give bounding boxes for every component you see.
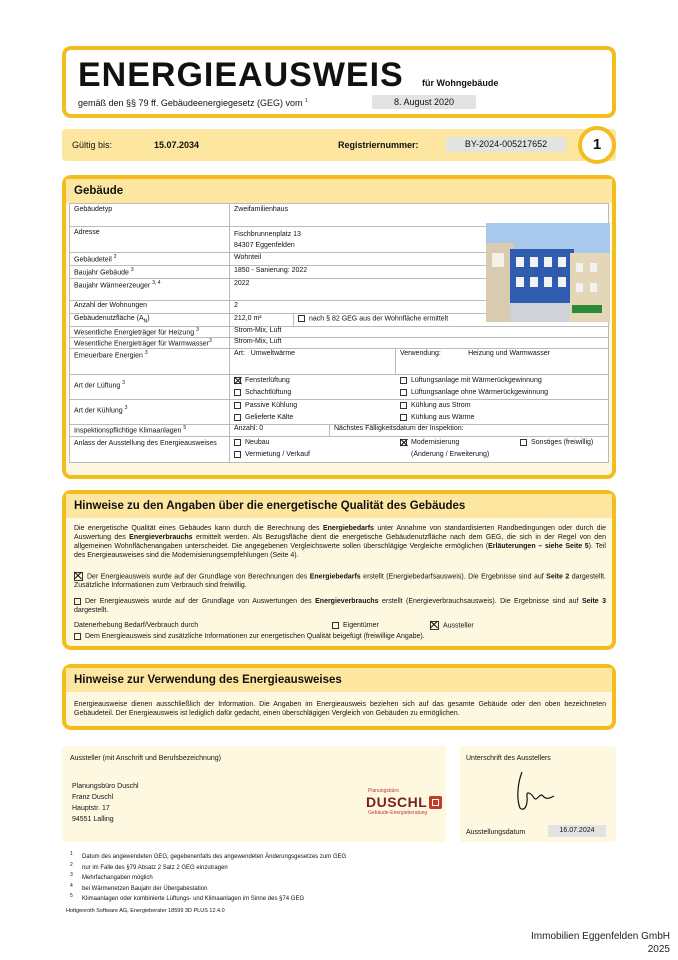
- registration-number: BY-2024-005217652: [446, 137, 566, 152]
- building-type: Zweifamilienhaus: [234, 206, 289, 213]
- ac-count: Anzahl: 0: [230, 425, 330, 436]
- additional-info-checkbox[interactable]: [74, 633, 81, 640]
- renewable-type: Umweltwärme: [250, 350, 296, 357]
- validity-bar: Gültig bis: 15.07.2034 Registriernummer: BY-2024-005217652 1: [62, 129, 616, 161]
- reason-new-checkbox[interactable]: [234, 439, 241, 446]
- owner-checkbox[interactable]: [332, 622, 339, 629]
- reason-other-checkbox[interactable]: [520, 439, 527, 446]
- heater-year: 2022: [234, 280, 250, 287]
- warmwater-carrier: Strom-Mix, Luft: [234, 338, 282, 345]
- building-table: Gebäudetyp Zweifamilienhaus Adresse Fischbrunnenplatz 13 84307 Eggenfelden Gebäudeteil $^2$ Wohnteil Baujahr Gebäude $^3$ 1850 - Sanierung: 2022 Baujahr Wärmeerzeuger $^{3, 4}$ 2022 Anzahl der Wohnungen 2 Gebäudenutzfläche $(A_N)$ 212,0 m² nach § 82 GEG aus der Wohnfläche ermittelt Wesentliche Energieträger für Heizung $^3$ Strom-Mix, Luft Wesentliche Energieträger für Warmwasser$^3$ Strom-Mix, Luft Erneuerbare Energien $^3$ Art: Umweltwärme Verwendung: Heizung und Warmwasser Art der Lüftung $^3$ Fensterlüftung Schachtlüftung Lüftungsanlage mit Wärmerückgewinnung Lüftungsanlage ohne Wärmerückgewinnung Art der Kühlung $^3$ Passive Kühlung Gelieferte Kälte Kühlung aus Strom Kühlung aus Wärme Inspektionspflichtige Klimaanlagen $^5$ Anzahl: 0 Nächstes Fälligkeitsdatum der Inspektion: Anlass der Ausstellung des Energieausweises Neubau Vermietung / Verkauf Modernisierung (Änderung / Erweiterung) Sonstiges (freiwillig): [69, 203, 609, 463]
- reason-modernization-checkbox[interactable]: [400, 439, 407, 446]
- building-part: Wohnteil: [234, 254, 262, 261]
- vent-shaft-checkbox[interactable]: [234, 389, 241, 396]
- issuer-box: Aussteller (mit Anschrift und Berufsbezeichnung) Planungsbüro Duschl Franz Duschl Hauptstr. 17 94551 Lalling Planungsbüro DUSCHL Gebäude-Energieberatung: [62, 746, 446, 842]
- issuer-checkbox[interactable]: [430, 621, 439, 630]
- address-city: 84307 Eggenfelden: [234, 242, 295, 249]
- heating-carrier: Strom-Mix, Luft: [234, 327, 282, 334]
- vent-recovery-checkbox[interactable]: [400, 377, 407, 384]
- page-number-badge: 1: [578, 126, 616, 164]
- house-logo-icon: [429, 796, 442, 809]
- software-credit: Hottgenroth Software AG, Energieberater 18599 3D PLUS 12.4.0: [66, 908, 225, 914]
- cool-heat-checkbox[interactable]: [400, 414, 407, 421]
- renewable-use: Heizung und Warmwasser: [468, 350, 550, 357]
- signature-image: [510, 768, 560, 814]
- usage-title: Hinweise zur Verwendung des Energieausweises: [66, 668, 612, 692]
- building-photo: [486, 223, 610, 322]
- hints-title: Hinweise zu den Angaben über die energetische Qualität des Gebäudes: [66, 494, 612, 518]
- consumption-certificate-checkbox[interactable]: [74, 598, 81, 605]
- building-section: [62, 175, 616, 479]
- cool-delivered-checkbox[interactable]: [234, 414, 241, 421]
- header-frame: ENERGIEAUSWEIS für Wohngebäude gemäß den §§ 79 ff. Gebäudeenergiegesetz (GEG) vom $^1$ 8. August 2020: [62, 46, 616, 118]
- law-date: 8. August 2020: [372, 95, 476, 109]
- usage-text: Energieausweise dienen ausschließlich der Information. Die Angaben im Energieausweis beziehen sich auf das gesamte Gebäude oder den oben bezeichneten Gebäudeteil. Der Energieausweis ist lediglich dafür gedacht, einen überschlägigen Vergleich von Gebäuden zu ermöglichen.: [74, 701, 606, 717]
- footnotes: $^1$ Datum des angewendeten GEG, gegebenenfalls des angewendeten Änderungsgesetzes zum GEG $^2$ nur im Falle des §79 Absatz 2 Satz 2 GEG einzutragen $^3$ Mehrfachangaben möglich $^4$ bei Wärmenetzen Baujahr der Übergabestation $^5$ Klimaanlagen oder kombinierte Lüftungs- und Klimaanlagen im Sinne des §74 GEG: [70, 851, 347, 903]
- address-street: Fischbrunnenplatz 13: [234, 231, 301, 238]
- apartment-count: 2: [234, 302, 238, 309]
- issue-date: 16.07.2024: [548, 825, 606, 837]
- cool-passive-checkbox[interactable]: [234, 402, 241, 409]
- valid-until: 15.07.2034: [154, 140, 200, 150]
- construction-year: 1850 - Sanierung: 2022: [234, 267, 308, 274]
- issuer-logo: Planungsbüro DUSCHL Gebäude-Energieberatung: [366, 788, 446, 822]
- document-subtitle: für Wohngebäude: [422, 78, 499, 88]
- demand-certificate-checkbox[interactable]: [74, 572, 83, 581]
- area-checkbox[interactable]: [298, 315, 305, 322]
- hints-section: Hinweise zu den Angaben über die energetische Qualität des Gebäudes Die energetische Qualität eines Gebäudes kann durch die Berechnung des Energiebedarfs unter Annahme von standardisierten Randbedingungen oder durch die Auswertung des Energieverbrauchs ermittelt werden. Als Bezugsfläche dient die energetische Gebäudenutzfläche nach dem GEG, die sich in der Regel von den allgemeinen Wohnflächenangaben unterscheidet. Die angegebenen Vergleichswerte sollen überschlägige Vergleiche ermöglichen (Erläuterungen – siehe Seite 5). Teil des Energieausweises sind die Modernisierungsempfehlungen (Seite 4). Der Energieausweis wurde auf der Grundlage von Berechnungen des Energiebedarfs erstellt (Energiebedarfsausweis). Die Ergebnisse sind auf Seite 2 dargestellt. Zusätzliche Informationen zum Verbrauch sind freiwillig. Der Energieausweis wurde auf der Grundlage von Auswertungen des Energieverbrauchs erstellt (Energieverbrauchsausweis). Die Ergebnisse sind auf Seite 3 dargestellt. Datenerhebung Bedarf/Verbrauch durch Eigentümer Aussteller Dem Energieausweis sind zusätzliche Informationen zur energetischen Qualität beigefügt (freiwillige Angabe).: [62, 490, 616, 650]
- cool-electric-checkbox[interactable]: [400, 402, 407, 409]
- issuer-address: Planungsbüro Duschl Franz Duschl Hauptstr. 17 94551 Lalling: [72, 783, 139, 823]
- usage-section: [62, 664, 616, 730]
- vent-norecovery-checkbox[interactable]: [400, 389, 407, 396]
- vent-window-checkbox[interactable]: [234, 377, 241, 384]
- building-title: Gebäude: [66, 179, 612, 203]
- watermark: Immobilien Eggenfelden GmbH 2025: [531, 931, 670, 955]
- usable-area: 212,0 m²: [230, 314, 294, 326]
- signature-box: Unterschrift des Ausstellers Ausstellungsdatum 16.07.2024: [460, 746, 616, 842]
- document-title: ENERGIEAUSWEIS: [78, 56, 404, 94]
- reason-rent-checkbox[interactable]: [234, 451, 241, 458]
- law-reference: gemäß den §§ 79 ff. Gebäudeenergiegesetz (GEG) vom: [78, 98, 303, 108]
